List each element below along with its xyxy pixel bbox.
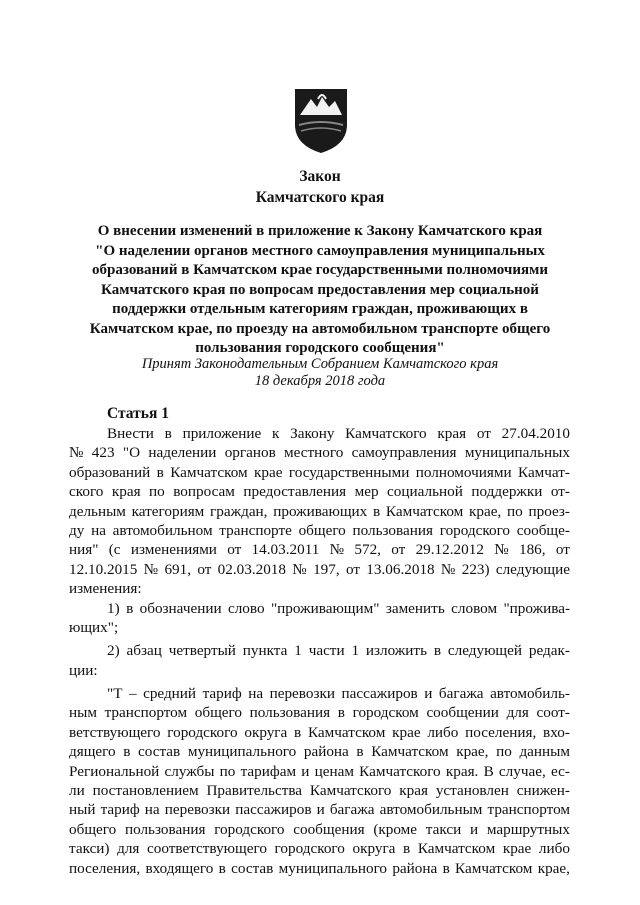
text-line: общего пользования городского сообщения (кроме такси и маршрутных bbox=[69, 820, 570, 838]
text-line: ли постановлением Правительства Камчатского края установлен снижен- bbox=[69, 782, 570, 800]
text-line: ветствующего городского округа в Камчатском крае либо поселения, вхо- bbox=[69, 723, 570, 741]
text-line: № 423 "О наделении органов местного самоуправления муниципальных bbox=[69, 444, 570, 462]
coat-of-arms-emblem bbox=[291, 85, 351, 155]
law-title-line2: Камчатского края bbox=[255, 189, 385, 206]
law-subject bbox=[60, 222, 580, 359]
article-body bbox=[69, 424, 570, 878]
law-title-line1: Закон bbox=[299, 168, 341, 185]
text-line: 2) абзац четвертый пункта 1 части 1 изложить в следующей редак- bbox=[107, 642, 570, 660]
subject-line: "О наделении органов местного самоуправления муниципальных bbox=[95, 242, 545, 259]
text-line: ным транспортом общего пользования в городском сообщении для соот- bbox=[69, 704, 570, 722]
adoption-date: 18 декабря 2018 года bbox=[254, 373, 386, 389]
text-line: поселения, входящего в состав муниципального района в Камчатском крае, bbox=[69, 859, 570, 877]
text-line: ный тариф на перевозки пассажиров и багажа автомобильным транспортом bbox=[69, 801, 570, 819]
text-line: ду на автомобильном транспорте общего пользования городского сообще- bbox=[69, 521, 570, 539]
article-heading: Статья 1 bbox=[107, 405, 169, 422]
text-line: ющих"; bbox=[69, 618, 119, 636]
text-line: дельным категориям граждан, проживающих в Камчатском крае, по проез- bbox=[69, 502, 570, 520]
subject-line: поддержки отдельным категориям граждан, проживающих в bbox=[112, 301, 528, 317]
subject-line: О внесении изменений в приложение к Закону Камчатского края bbox=[97, 223, 543, 239]
text-line: 1) в обозначении слово "проживающим" заменить словом "прожива- bbox=[107, 599, 570, 617]
text-line: ния" (с изменениями от 14.03.2011 № 572, от 29.12.2012 № 186, от bbox=[69, 541, 570, 559]
adoption-note bbox=[60, 356, 580, 390]
text-line: 12.10.2015 № 691, от 02.03.2018 № 197, от 13.06.2018 № 223) следующие bbox=[69, 560, 570, 578]
subject-line: пользования городского сообщения" bbox=[195, 340, 445, 356]
text-line: изменения: bbox=[69, 580, 142, 598]
text-line: дящего в состав муниципального района в Камчатском крае, по данным bbox=[69, 743, 570, 761]
subject-line: Камчатском крае, по проезду на автомобильном транспорте общего bbox=[89, 320, 551, 337]
text-line: ского края по вопросам предоставления мер социальной поддержки от- bbox=[69, 483, 570, 501]
text-line: Внести в приложение к Закону Камчатского края от 27.04.2010 bbox=[107, 425, 570, 442]
text-line: образований в Камчатском крае государственными полномочиями Камчат- bbox=[69, 463, 570, 481]
subject-line: Камчатского края по вопросам предоставления мер социальной bbox=[101, 281, 539, 298]
adoption-line: Принят Законодательным Собранием Камчатского края bbox=[141, 356, 499, 372]
text-line: Региональной службы по тарифам и ценам Камчатского края. В случае, ес- bbox=[69, 762, 570, 780]
text-line: такси) для соответствующего городского округа в Камчатском крае либо bbox=[69, 840, 570, 858]
subject-line: образований в Камчатском крае государственными полномочиями bbox=[92, 262, 548, 278]
text-line: ции: bbox=[69, 661, 98, 679]
text-line: "Т – средний тариф на перевозки пассажиров и багажа автомобиль- bbox=[107, 685, 570, 703]
